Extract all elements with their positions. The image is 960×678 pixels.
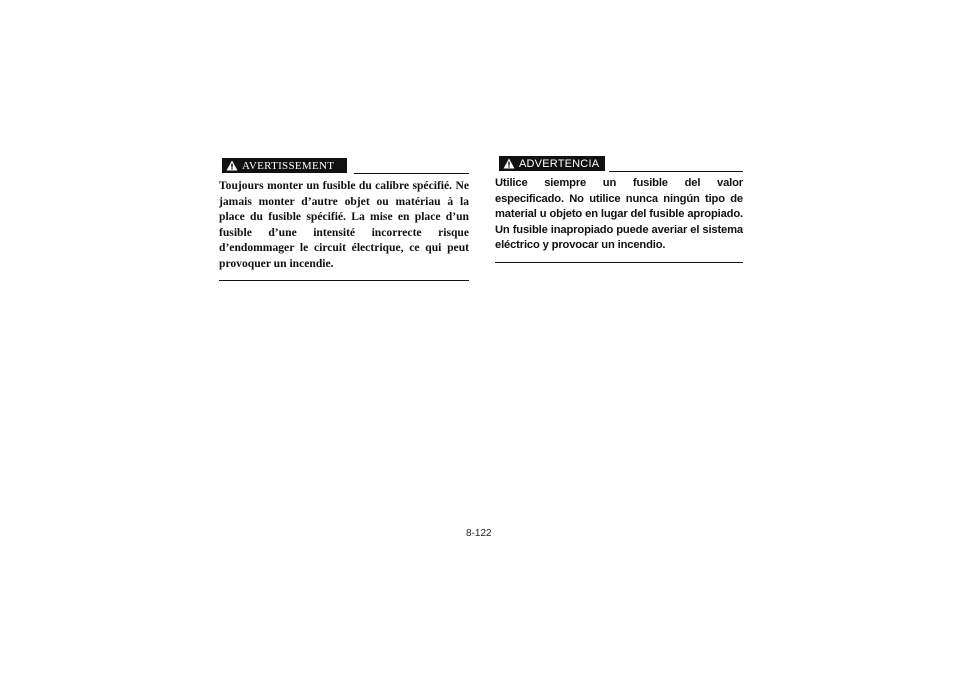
french-warning-badge (222, 158, 347, 173)
french-warning-label: AVERTISSEMENT (242, 159, 335, 172)
spanish-warning-badge (499, 156, 605, 171)
warning-triangle-icon (226, 160, 238, 171)
page-number: 8-122 (466, 528, 492, 539)
spanish-warning (495, 155, 743, 263)
spanish-warning-label: ADVERTENCIA (519, 157, 600, 170)
spanish-warning-bottom-rule (495, 262, 743, 263)
french-warning-top-rule (354, 173, 469, 174)
warning-triangle-icon (503, 158, 515, 169)
french-warning (219, 157, 469, 281)
spanish-warning-header (495, 155, 743, 173)
spanish-warning-top-rule (609, 171, 743, 172)
spanish-warning-text: Utilice siempre un fusible del valor especificado. No utilice nunca ningún tipo de material u objeto en lugar del fusible apropiado. Un fusible inapropiado puede averiar el sistema eléctrico y provocar un incendio. (495, 177, 743, 252)
french-warning-bottom-rule (219, 280, 469, 281)
french-warning-text: Toujours monter un fusible du calibre spécifié. Ne jamais monter d’autre objet ou matériau à la place du fusible spécifié. La mise en place d’un fusible d’une intensité incorrecte risque d’endommager le circuit électrique, ce qui peut provoquer un incendie. (219, 179, 469, 270)
french-warning-header (219, 157, 469, 175)
